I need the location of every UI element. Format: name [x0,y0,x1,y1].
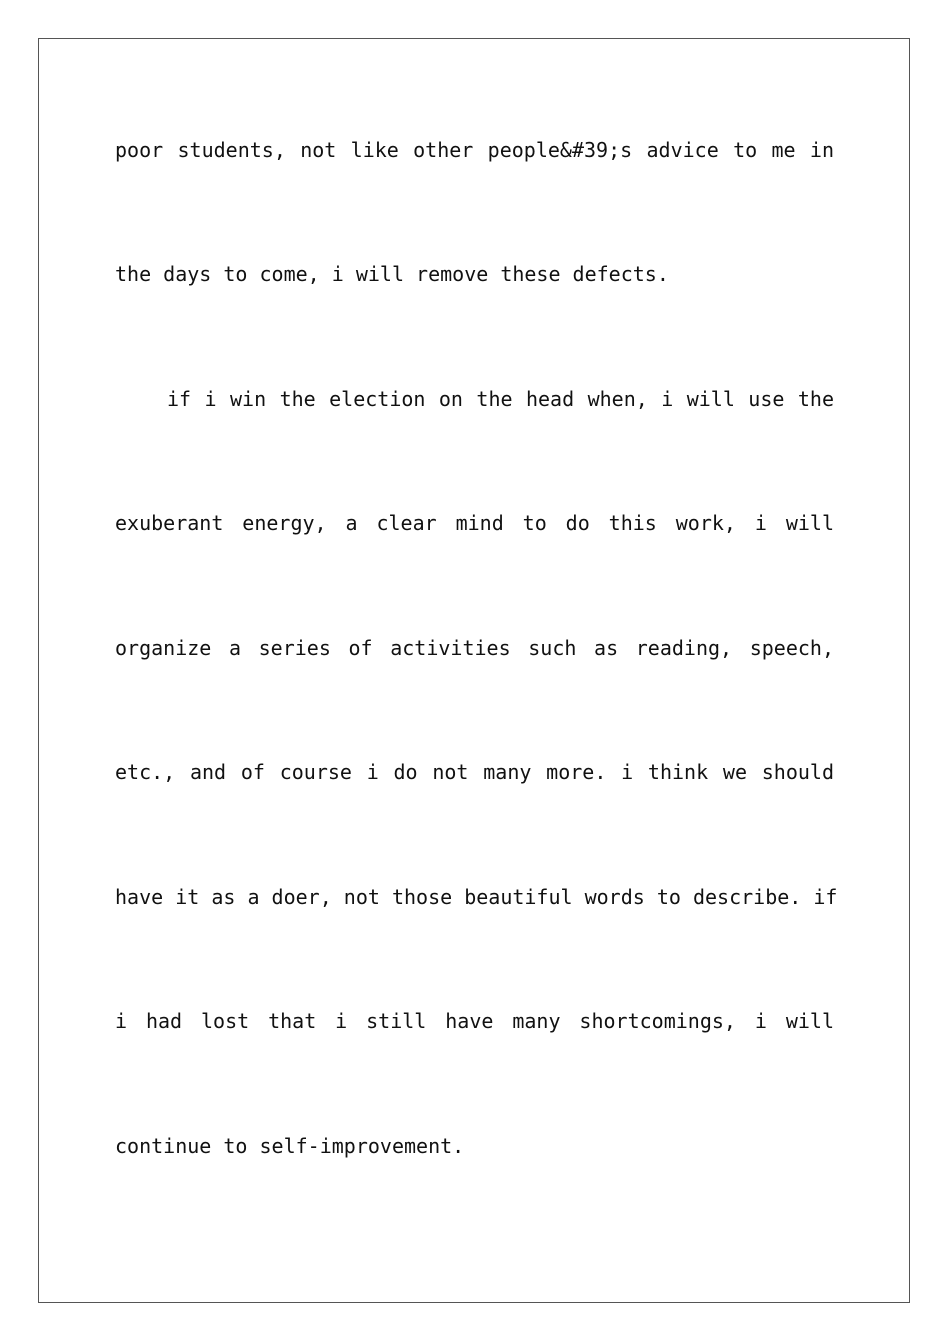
paragraph-line: etc., and of course i do not many more. i think we should [115,760,834,784]
paragraph-line: if i win the election on the head when, i will use the [167,387,834,411]
paragraph-line: continue to self-improvement. [115,1134,465,1158]
paragraph-line: poor students, not like other people&#39;s advice to me in [115,138,834,162]
paragraph-line: have it as a doer, not those beautiful words to describe. if [115,885,838,909]
paragraph-line: i had lost that i still have many shortcomings, i will [115,1009,834,1033]
paragraph-line: organize a series of activities such as reading, speech, [115,636,834,660]
paragraph-line: the days to come, i will remove these defects. [115,262,669,286]
page-border [38,38,910,1303]
paragraph-line: exuberant energy, a clear mind to do this work, i will [115,511,834,535]
